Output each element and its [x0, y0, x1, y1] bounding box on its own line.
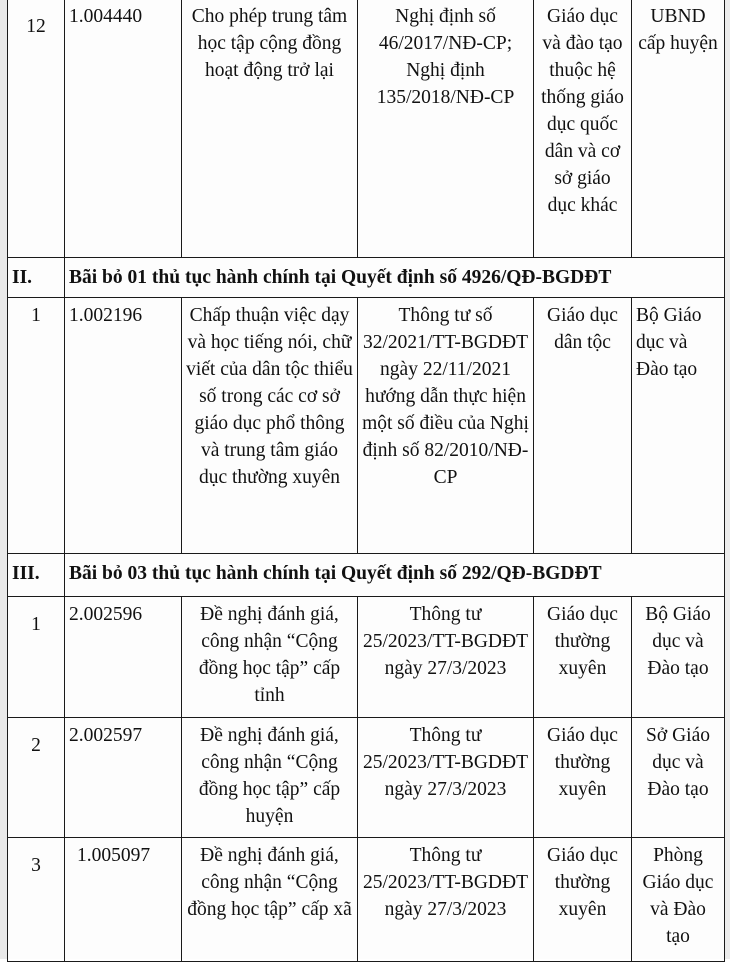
section-number: II. [8, 258, 65, 298]
field: Giáo dục và đào tạo thuộc hệ thống giáo dục quốc dân và cơ sở giáo dục khác [534, 0, 632, 258]
agency: Phòng Giáo dục và Đào tạo [632, 838, 725, 962]
section-header [8, 258, 725, 298]
field: Giáo dục dân tộc [534, 298, 632, 554]
table-row [8, 718, 725, 838]
legal-basis: Nghị định số 46/2017/NĐ-CP; Nghị định 135/2018/NĐ-CP [358, 0, 534, 258]
field: Giáo dục thường xuyên [534, 838, 632, 962]
procedure-code: 2.002597 [65, 718, 182, 838]
procedure-name: Đề nghị đánh giá, công nhận “Cộng đồng học tập” cấp tỉnh [182, 597, 358, 718]
left-margin [0, 0, 7, 959]
field: Giáo dục thường xuyên [534, 597, 632, 718]
section-number: III. [8, 554, 65, 597]
procedure-code: 1.005097 [65, 838, 182, 962]
section-title: Bãi bỏ 03 thủ tục hành chính tại Quyết định số 292/QĐ-BGDĐT [65, 554, 725, 597]
legal-basis: Thông tư 25/2023/TT-BGDĐT ngày 27/3/2023 [358, 597, 534, 718]
agency: UBND cấp huyện [632, 0, 725, 258]
table-row [8, 597, 725, 718]
table-row [8, 298, 725, 554]
procedure-name: Đề nghị đánh giá, công nhận “Cộng đồng học tập” cấp xã [182, 838, 358, 962]
row-number: 1 [8, 298, 65, 554]
legal-basis: Thông tư 25/2023/TT-BGDĐT ngày 27/3/2023 [358, 838, 534, 962]
table-row [8, 838, 725, 962]
row-number: 2 [8, 718, 65, 838]
procedure-code: 1.004440 [65, 0, 182, 258]
agency: Bộ Giáo dục và Đào tạo [632, 597, 725, 718]
agency: Bộ Giáo dục và Đào tạo [632, 298, 725, 554]
field: Giáo dục thường xuyên [534, 718, 632, 838]
section-title: Bãi bỏ 01 thủ tục hành chính tại Quyết định số 4926/QĐ-BGDĐT [65, 258, 725, 298]
procedure-name: Đề nghị đánh giá, công nhận “Cộng đồng học tập” cấp huyện [182, 718, 358, 838]
procedure-code: 2.002596 [65, 597, 182, 718]
procedure-name: Cho phép trung tâm học tập cộng đồng hoạt động trở lại [182, 0, 358, 258]
legal-basis: Thông tư 25/2023/TT-BGDĐT ngày 27/3/2023 [358, 718, 534, 838]
procedure-code: 1.002196 [65, 298, 182, 554]
agency: Sở Giáo dục và Đào tạo [632, 718, 725, 838]
row-number: 12 [8, 0, 65, 258]
procedures-table [7, 0, 725, 962]
row-number: 1 [8, 597, 65, 718]
table-row [8, 0, 725, 258]
procedure-name: Chấp thuận việc dạy và học tiếng nói, chữ viết của dân tộc thiểu số trong các cơ sở giáo dục phổ thông và trung tâm giáo dục thường xuyên [182, 298, 358, 554]
legal-basis: Thông tư số 32/2021/TT-BGDĐT ngày 22/11/2021 hướng dẫn thực hiện một số điều của Nghị định số 82/2010/NĐ-CP [358, 298, 534, 554]
section-header [8, 554, 725, 597]
row-number: 3 [8, 838, 65, 962]
